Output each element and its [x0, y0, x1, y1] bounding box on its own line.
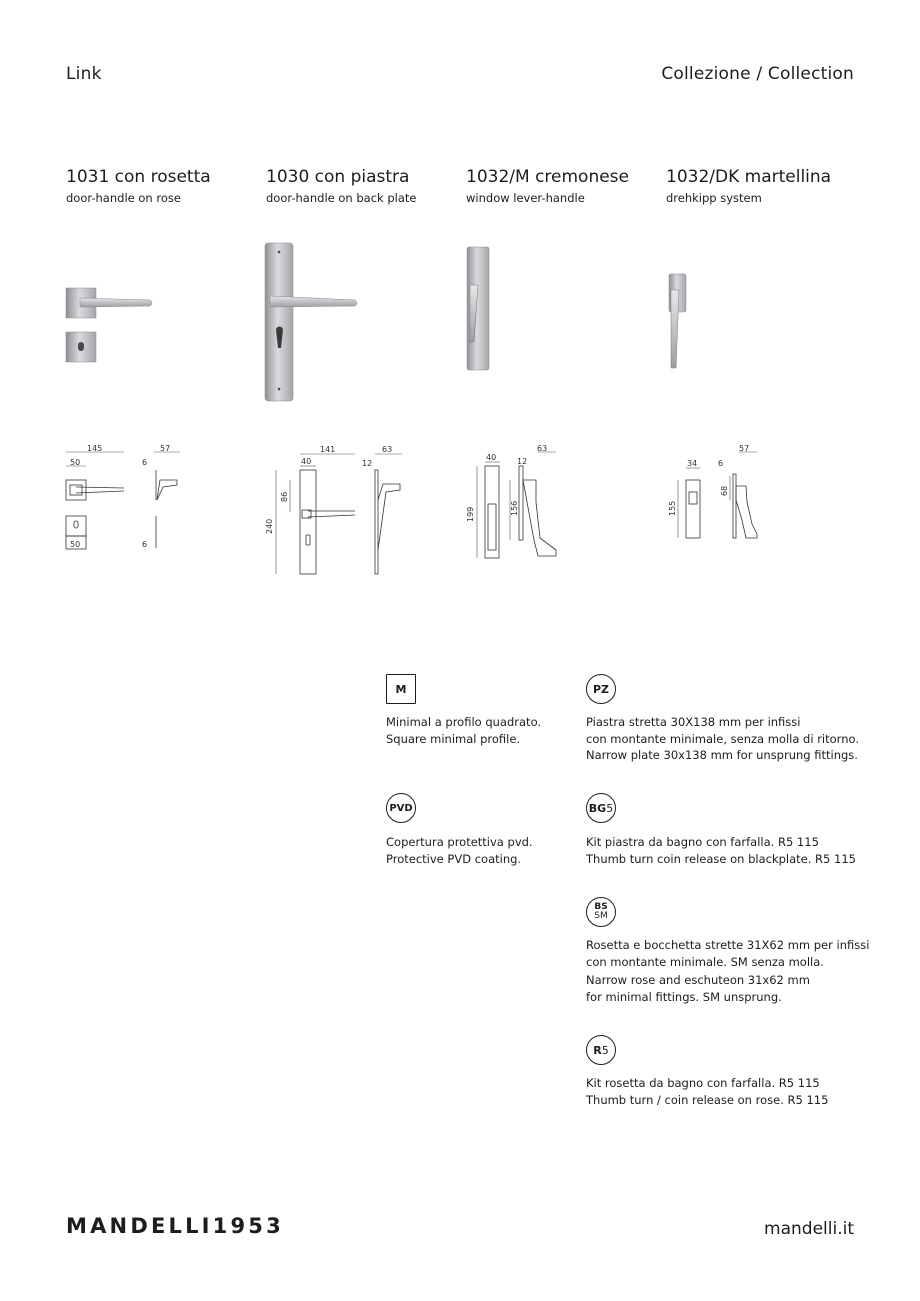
- dim-1031-rose: 50: [70, 458, 81, 467]
- product-subtitle-1031: door-handle on rose: [66, 191, 181, 205]
- feature-r5-line-en: Thumb turn / coin release on rose. R5 115: [586, 1092, 829, 1107]
- badge-bg5: [586, 793, 616, 823]
- dim-1031-esc-thickness: 6: [142, 540, 148, 549]
- dim-1032dk-thickness: 6: [718, 459, 724, 468]
- badge-r5: [586, 1035, 616, 1065]
- dim-1032m-thickness: 12: [517, 457, 528, 466]
- badge-r5-thin: 5: [601, 1043, 609, 1057]
- drawing-1031: [66, 444, 180, 549]
- feature-bssm-line-3: Narrow rose and eschuteon 31x62 mm: [586, 973, 810, 987]
- feature-pz-line-1: Piastra stretta 30X138 mm per infissi: [586, 715, 801, 729]
- feature-r5-text: [586, 1075, 828, 1108]
- dim-1032m-depth: 63: [537, 444, 548, 453]
- dim-1031-width: 145: [87, 444, 103, 453]
- dim-1032dk-axis: 68: [720, 485, 729, 496]
- dim-1032m-height: 199: [466, 506, 475, 522]
- drawing-1032m: [466, 444, 556, 558]
- feature-pvd-text: [386, 834, 533, 867]
- feature-pz-line-2: con montante minimale, senza molla di ritorno.: [586, 731, 859, 746]
- feature-r5-line-it: Kit rosetta da bagno con farfalla. R5 115: [586, 1076, 820, 1090]
- badge-pvd: PVD: [386, 793, 416, 823]
- badge-bs-sm-top: BS: [594, 902, 608, 912]
- photo-1031: [66, 288, 152, 362]
- product-title-1031: 1031 con rosetta: [66, 167, 211, 187]
- dim-1030-width: 141: [320, 445, 336, 454]
- feature-bssm-line-1: Rosetta e bocchetta strette 31X62 mm per infissi: [586, 938, 870, 952]
- product-subtitle-1032dk: drehkipp system: [666, 191, 762, 205]
- badge-bg5-bold: BG: [588, 801, 607, 815]
- product-title-1032dk: 1032/DK martellina: [666, 167, 832, 187]
- dim-1030-height: 240: [265, 518, 274, 534]
- dim-1030-plate-thickness: 12: [362, 459, 373, 468]
- dim-1032m-axis: 156: [510, 500, 519, 516]
- photo-1032m: [467, 247, 489, 370]
- photo-1032dk: [669, 274, 686, 368]
- feature-minimal-text: [386, 714, 541, 747]
- drawing-1032dk: [668, 444, 757, 538]
- feature-minimal-line-en: Square minimal profile.: [386, 731, 521, 746]
- dim-1030-axis: 86: [280, 491, 289, 502]
- feature-pz-line-3: Narrow plate 30x138 mm for unsprung fittings.: [586, 748, 858, 762]
- badge-pz: PZ: [586, 674, 616, 704]
- feature-pvd-line-en: Protective PVD coating.: [386, 851, 522, 866]
- badge-bs-sm: [586, 897, 616, 927]
- section-title: Collezione / Collection: [661, 64, 854, 84]
- badge-bg5-thin: 5: [606, 801, 614, 815]
- photo-1030: [265, 243, 357, 401]
- dim-1031-rose-thickness: 6: [142, 458, 148, 467]
- feature-minimal-line-it: Minimal a profilo quadrato.: [386, 715, 542, 729]
- dim-1032dk-height: 155: [668, 500, 677, 516]
- feature-bg5-text: [586, 834, 856, 867]
- product-photos: [0, 230, 920, 410]
- dim-1031-escutcheon: 50: [70, 540, 81, 549]
- feature-bssm-line-2: con montante minimale. SM senza molla.: [586, 954, 824, 969]
- feature-pvd-line-it: Copertura protettiva pvd.: [386, 835, 533, 849]
- product-title-1030: 1030 con piastra: [266, 167, 410, 187]
- feature-pz-text: [586, 714, 859, 764]
- dim-1030-depth: 63: [382, 445, 393, 454]
- dim-1031-depth: 57: [160, 444, 171, 453]
- product-subtitle-1030: door-handle on back plate: [266, 191, 417, 205]
- product-title-1032m: 1032/M cremonese: [466, 167, 629, 187]
- badge-bs-sm-bottom: SM: [594, 911, 608, 921]
- badge-r5-bold: R: [593, 1043, 602, 1057]
- dim-1032dk-depth: 57: [739, 444, 750, 453]
- drawing-1030: [265, 445, 402, 574]
- collection-name: Link: [66, 64, 102, 84]
- dim-1032m-plate: 40: [486, 453, 497, 462]
- feature-bssm-line-4: for minimal fittings. SM unsprung.: [586, 989, 782, 1004]
- brand-logo: MANDELLI1953: [66, 1214, 284, 1238]
- dim-1030-plate: 40: [301, 457, 312, 466]
- feature-bssm-text: [586, 937, 869, 1005]
- feature-bg5-line-en: Thumb turn coin release on blackplate. R5 115: [586, 851, 856, 866]
- badge-minimal: M: [386, 674, 416, 704]
- website-link[interactable]: mandelli.it: [764, 1219, 854, 1239]
- product-subtitle-1032m: window lever-handle: [466, 191, 585, 205]
- feature-bg5-line-it: Kit piastra da bagno con farfalla. R5 115: [586, 835, 819, 849]
- technical-drawings: [0, 440, 920, 590]
- dim-1032dk-rose: 34: [687, 459, 698, 468]
